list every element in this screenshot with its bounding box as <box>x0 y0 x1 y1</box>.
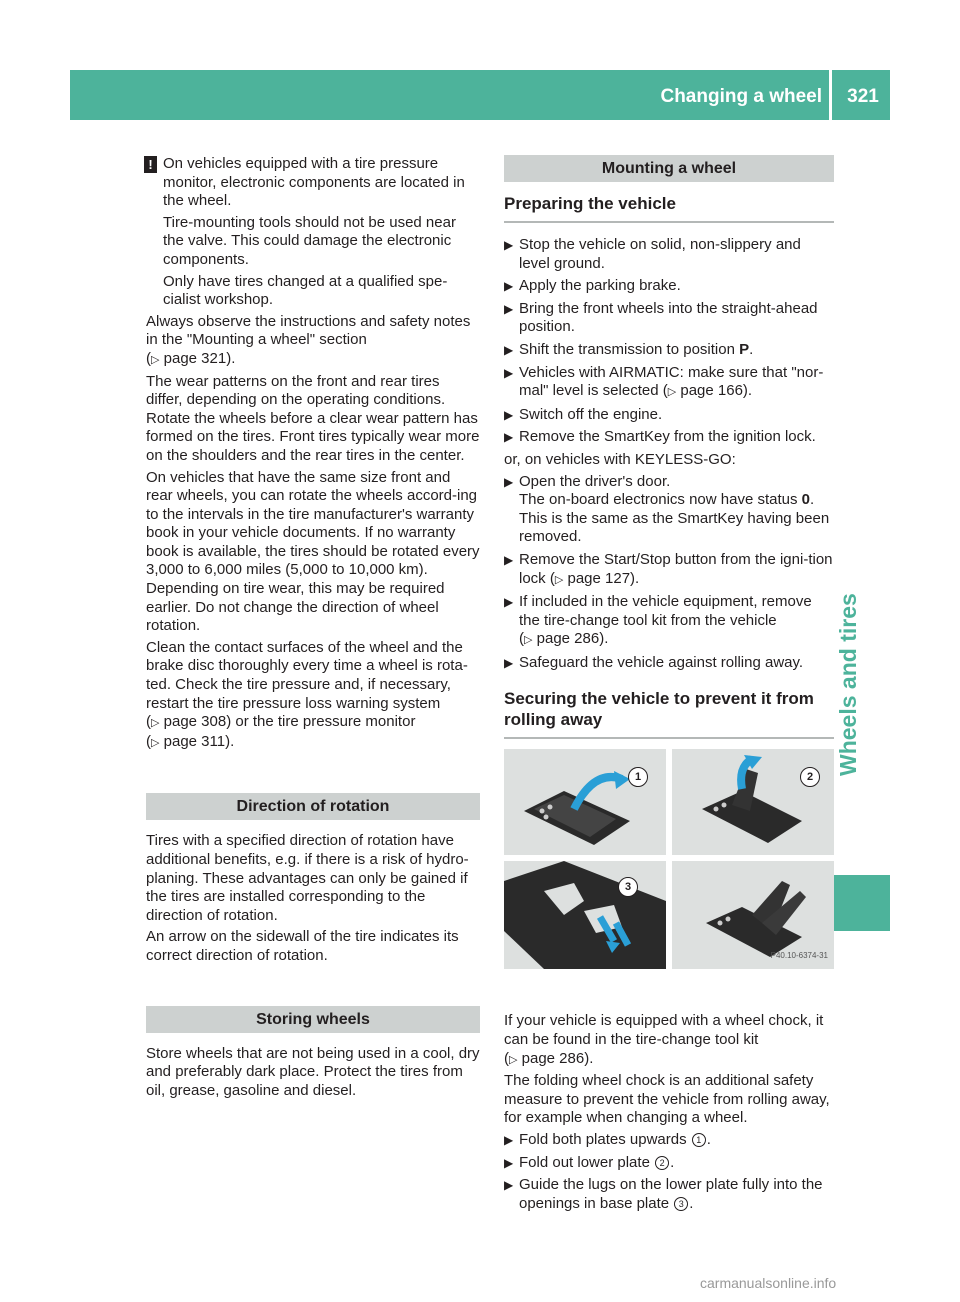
step-text: Stop the vehicle on solid, non-slippery and level ground. <box>519 236 801 272</box>
callout-3: 3 <box>618 877 638 897</box>
paragraph-wear: The wear patterns on the front and rear tires differ, depending on the operating conditions. Rotate the wheels before a clear wear pattern has formed on the tires. Front tires typically wear more on the shoulders and the rear tires in the center. <box>146 372 480 464</box>
list-item <box>504 300 834 337</box>
figure-panel-2 <box>672 749 834 855</box>
clean-text: Clean the contact surfaces of the wheel and the brake disc thoroughly every time a wheel is rota-ted. Check the tire pressure and, if necessary, restart the tire pressure loss warning system <box>146 638 468 712</box>
page-ref-arrow-icon: ▷ <box>151 353 160 366</box>
paragraph-keyless: or, on vehicles with KEYLESS-GO: <box>504 450 736 468</box>
wheel-chock-figure <box>504 749 834 997</box>
wheel-chock-illustration-2 <box>672 749 834 855</box>
step-arrow-icon: ▶ <box>504 301 514 316</box>
paragraph-rotate: On vehicles that have the same size front and rear wheels, you can rotate the wheels accord-ing to the intervals in the tire manufacturer's warranty book in your vehicle documents. If no warranty book is available, the tires should be rotated every 3,000 to 6,000 miles (5,000 to 10,000 km). Depending on tire wear, this may be required earlier. Do not change the direction of wheel rotation. <box>146 468 480 635</box>
section-heading-direction: Direction of rotation <box>146 793 480 820</box>
step-text: Guide the lugs on the lower plate fully into the openings in base plate <box>519 1176 823 1212</box>
step-text: Vehicles with AIRMATIC: make sure that "nor-mal" level is selected ( <box>519 363 824 400</box>
page-ref-arrow-icon: ▷ <box>554 573 564 586</box>
right-column <box>504 155 834 1217</box>
step-arrow-icon: ▶ <box>504 1155 514 1170</box>
list-item: ▶ Shift the transmission to position P. <box>504 340 754 358</box>
paragraph-clean: Clean the contact surfaces of the wheel and the brake disc thoroughly every time a wheel is rota-ted. Check the tire pressure and, if necessary, restart the tire pressure loss warning system (▷ page 308) or the tire pressure monitor (▷ page 311). <box>146 638 468 750</box>
step-text: Switch off the engine. <box>519 405 663 423</box>
step-text: Apply the parking brake. <box>519 277 681 295</box>
step-arrow-icon: ▶ <box>504 655 514 670</box>
page-ref-link[interactable]: page 127). <box>567 569 640 587</box>
callout-ref-1: 1 <box>692 1133 706 1147</box>
wheel-chock-illustration-3 <box>504 861 666 969</box>
page-ref-arrow-icon: ▷ <box>524 634 533 647</box>
list-item <box>504 406 834 425</box>
list-item: ▶ Guide the lugs on the lower plate fully into the openings in base plate 3 . <box>504 1176 823 1212</box>
wheel-chock-illustration-1 <box>504 749 666 855</box>
page-ref-link[interactable]: page 308) or the tire pressure monitor <box>163 713 416 731</box>
figure-panel-1 <box>504 749 666 855</box>
page-ref-arrow-icon: ▷ <box>667 386 677 399</box>
paragraph-storing: Store wheels that are not being used in a cool, dry and preferably dark place. Protect the tires from oil, grease, gasoline and diesel. <box>146 1044 480 1099</box>
observe-text: Always observe the instructions and safety notes in the "Mounting a wheel" section <box>146 312 471 349</box>
section-heading-mounting: Mounting a wheel <box>504 155 834 182</box>
figure-code: P40.10-6374-31 <box>770 950 828 960</box>
step-subtext: . This is the same as the SmartKey having been removed. <box>519 491 830 546</box>
list-item <box>504 277 834 296</box>
list-item: ▶ If included in the vehicle equipment, remove the tire-change tool kit from the vehicle (▷ page 286). <box>504 593 812 648</box>
step-text: Fold both plates upwards <box>519 1131 687 1149</box>
page-ref-link[interactable]: page 321). <box>163 349 236 367</box>
page-ref-arrow-icon: ▷ <box>151 717 160 730</box>
warning-note <box>146 155 480 310</box>
step-subtext: The on-board electronics now have status <box>519 491 802 509</box>
page-title: Changing a wheel <box>660 86 822 107</box>
step-text: Remove the SmartKey from the ignition lock. <box>519 428 816 446</box>
step-text: Safeguard the vehicle against rolling away. <box>519 653 804 671</box>
page-ref-arrow-icon: ▷ <box>509 1053 518 1066</box>
step-text: Remove the Start/Stop button from the igni-tion lock ( <box>519 550 833 587</box>
figure-panel-4 <box>672 861 834 969</box>
page-number: 321 <box>847 86 879 107</box>
step-arrow-icon: ▶ <box>504 238 514 252</box>
step-arrow-icon: ▶ <box>504 552 514 567</box>
step-text: Shift the transmission to position <box>519 340 740 358</box>
paragraph-folding: The folding wheel chock is an additional safety measure to prevent the vehicle from rolling away, for example when changing a wheel. <box>504 1072 830 1127</box>
list-item <box>504 473 834 547</box>
side-tab-marker <box>834 875 890 931</box>
warning-text-2: Tire-mounting tools should not be used near the valve. This could damage the electronic components. <box>163 213 456 268</box>
subheading-securing: Securing the vehicle to prevent it from rolling away <box>504 688 834 739</box>
steps-chock <box>504 1131 834 1213</box>
gear-position: P <box>739 340 750 358</box>
callout-2: 2 <box>800 767 820 787</box>
list-item <box>504 654 834 673</box>
paragraph-chock: If your vehicle is equipped with a wheel chock, it can be found in the tire-change tool kit (▷ page 286). <box>504 1012 824 1067</box>
step-arrow-icon: ▶ <box>504 279 514 294</box>
step-text: Fold out lower plate <box>519 1153 650 1171</box>
list-item <box>504 364 834 402</box>
step-arrow-icon: ▶ <box>504 430 514 445</box>
step-arrow-icon: ▶ <box>504 595 514 610</box>
side-tab-label: Wheels and tires <box>835 593 861 776</box>
key-status: 0 <box>801 491 810 509</box>
figure-panel-3 <box>504 861 666 969</box>
step-arrow-icon: ▶ <box>504 1178 514 1193</box>
callout-ref-2: 2 <box>655 1156 669 1170</box>
step-text: If included in the vehicle equipment, remove the tire-change tool kit from the vehicle <box>519 593 812 629</box>
step-text: Bring the front wheels into the straight-ahead position. <box>519 299 818 336</box>
header-divider <box>829 70 832 120</box>
list-item <box>504 428 834 447</box>
step-arrow-icon: ▶ <box>504 365 514 380</box>
paragraph-direction-1: Tires with a specified direction of rotation have additional benefits, e.g. if there is a risk of hydro-planing. These advantages can only be gained if the tires are installed corresponding to the direction of rotation. <box>146 832 469 924</box>
page-ref-link[interactable]: page 311). <box>163 732 235 750</box>
steps-keyless <box>504 473 834 673</box>
callout-1: 1 <box>628 767 648 787</box>
page-ref-arrow-icon: ▷ <box>151 736 160 749</box>
page-ref-link[interactable]: page 286). <box>536 630 609 648</box>
list-item <box>504 236 834 273</box>
warning-text-3: Only have tires changed at a qualified spe-cialist workshop. <box>163 272 448 309</box>
steps-prepare <box>504 236 834 447</box>
step-arrow-icon: ▶ <box>504 342 514 357</box>
watermark: carmanualsonline.info <box>700 1275 837 1291</box>
callout-ref-3: 3 <box>674 1197 688 1211</box>
section-heading-storing: Storing wheels <box>146 1006 480 1033</box>
subheading-preparing: Preparing the vehicle <box>504 193 834 223</box>
page-ref-link[interactable]: page 286). <box>521 1049 594 1067</box>
step-arrow-icon: ▶ <box>504 474 514 489</box>
list-item <box>504 551 834 589</box>
step-text: Open the driver's door. <box>519 472 671 490</box>
list-item: ▶ Fold out lower plate 2 . <box>504 1153 675 1171</box>
warning-icon: ! <box>144 156 157 173</box>
step-arrow-icon: ▶ <box>504 1133 514 1148</box>
paragraph-observe: Always observe the instructions and safety notes in the "Mounting a wheel" section (▷ page 321). <box>146 312 471 367</box>
paragraph-direction-2: An arrow on the sidewall of the tire indicates its correct direction of rotation. <box>146 928 459 964</box>
page-ref-link[interactable]: page 166). <box>680 382 753 400</box>
left-column <box>146 155 480 1103</box>
warning-text-1: On vehicles equipped with a tire pressure monitor, electronic components are located in the wheel. <box>163 155 465 210</box>
list-item: ▶ Fold both plates upwards 1 . <box>504 1131 711 1149</box>
step-arrow-icon: ▶ <box>504 407 514 422</box>
chock-text: If your vehicle is equipped with a wheel chock, it can be found in the tire-change tool kit <box>504 1012 824 1049</box>
